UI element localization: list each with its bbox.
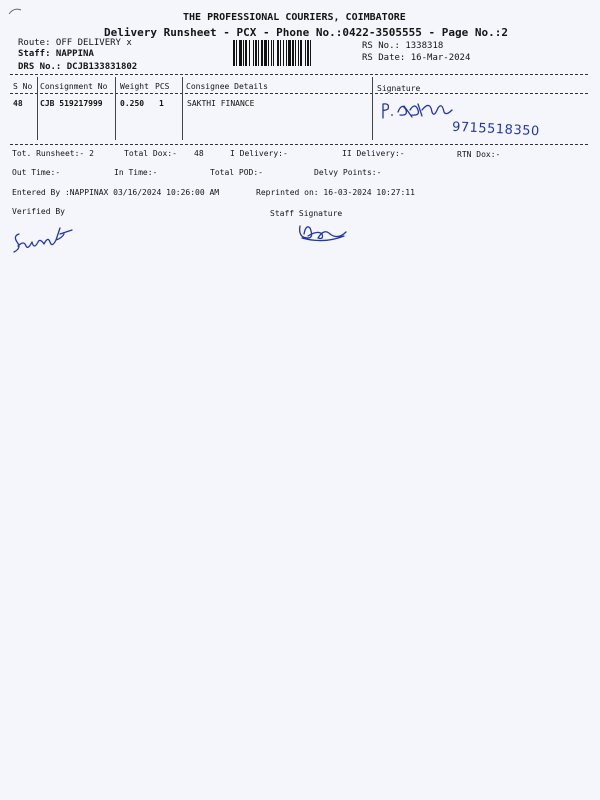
staff-signature <box>294 218 354 246</box>
col-header-weight: Weight <box>120 82 149 91</box>
handwritten-phone: 9715518350 <box>451 119 541 140</box>
row-pcs: 1 <box>159 99 164 108</box>
first-delivery: I Delivery:- <box>230 149 288 158</box>
out-time: Out Time:- <box>12 168 61 177</box>
verifier-signature <box>10 222 80 262</box>
corner-scribble-mark <box>8 6 22 16</box>
row-consignment-no: CJB 519217999 <box>40 99 103 108</box>
rs-date: RS Date: 16-Mar-2024 <box>362 53 471 63</box>
row-weight: 0.250 <box>120 99 145 108</box>
col-divider <box>115 77 116 140</box>
col-divider <box>182 77 183 140</box>
entered-by: Entered By :NAPPINAX 03/16/2024 10:26:00 AM <box>12 188 220 197</box>
staff-signature-label: Staff Signature <box>270 209 343 218</box>
company-name: THE PROFESSIONAL COURIERS, COIMBATORE <box>183 12 406 23</box>
col-header-consignment: Consignment No <box>40 82 108 91</box>
recipient-signature <box>378 98 460 124</box>
verified-by-label: Verified By <box>12 207 65 216</box>
rule-top <box>10 74 588 75</box>
rs-number: RS No.: 1338318 <box>362 41 444 51</box>
total-pod: Total POD:- <box>210 168 263 177</box>
rtn-dox: RTN Dox:- <box>457 150 501 159</box>
row-sno: 48 <box>13 99 23 108</box>
second-delivery: II Delivery:- <box>342 149 405 158</box>
delivery-points: Delvy Points:- <box>314 168 382 177</box>
total-dox-value: 48 <box>194 149 204 158</box>
route-line: Route: OFF DELIVERY x <box>18 38 132 48</box>
drs-number: DRS No.: DCJB133831802 <box>18 62 138 72</box>
col-header-sno: S No <box>13 82 33 91</box>
col-divider <box>372 77 373 140</box>
col-header-signature: Signature <box>377 84 421 93</box>
barcode-image <box>232 40 358 66</box>
reprinted-on: Reprinted on: 16-03-2024 10:27:11 <box>256 188 415 197</box>
col-header-consignee: Consignee Details <box>186 82 268 91</box>
col-divider <box>37 77 38 140</box>
rule-header-bottom <box>10 93 588 94</box>
rule-table-bottom <box>10 144 588 145</box>
row-consignee: SAKTHI FINANCE <box>187 99 255 108</box>
col-header-pcs: PCS <box>155 82 170 91</box>
total-runsheet: Tot. Runsheet:- 2 <box>12 149 94 158</box>
staff-line: Staff: NAPPINA <box>18 49 94 59</box>
runsheet-title: Delivery Runsheet - PCX - Phone No.:0422-3505555 - Page No.:2 <box>104 26 508 39</box>
total-dox-label: Total Dox:- <box>124 149 177 158</box>
in-time: In Time:- <box>114 168 158 177</box>
